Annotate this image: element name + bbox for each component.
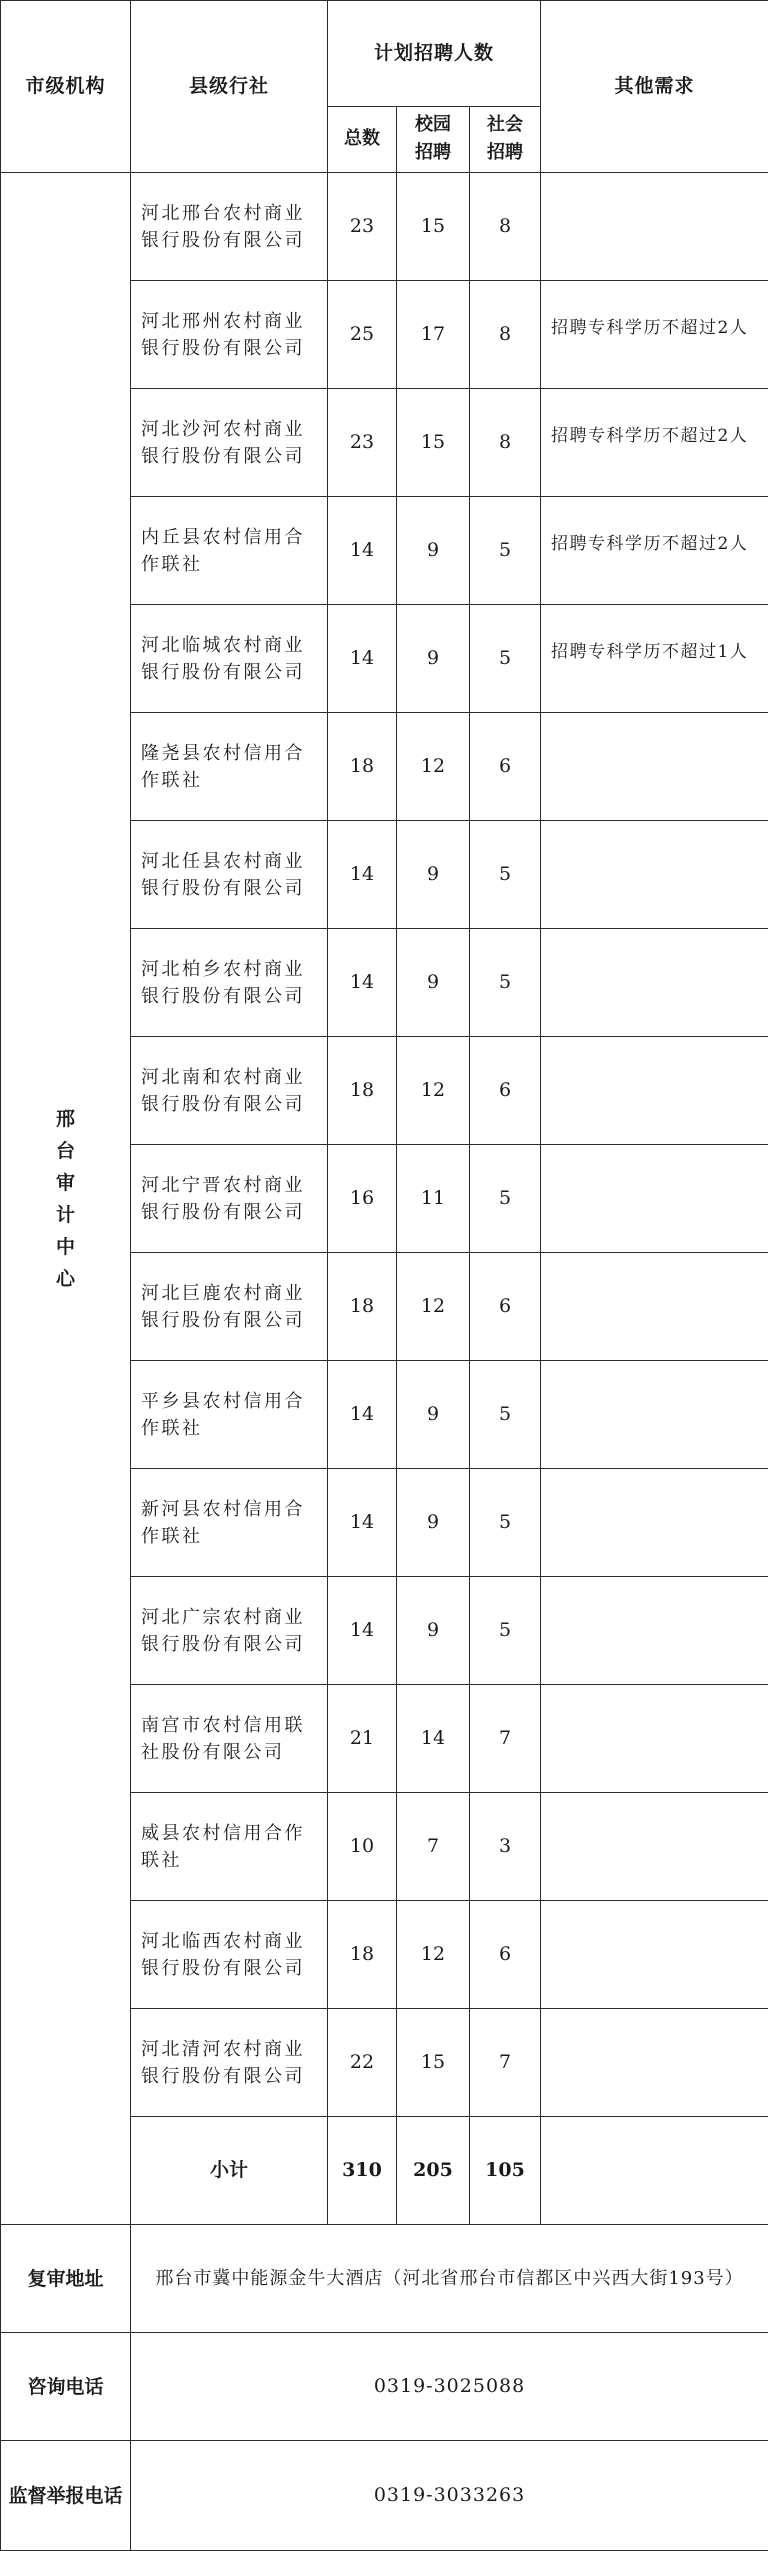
county-org-name: 河北邢台农村商业银行股份有限公司 [131,173,328,281]
campus-count: 9 [397,929,470,1037]
total-count: 14 [328,821,397,929]
campus-count: 12 [397,1037,470,1145]
other-requirement [541,1361,768,1469]
campus-count: 17 [397,281,470,389]
social-count: 5 [470,821,541,929]
campus-count: 9 [397,1361,470,1469]
other-requirement [541,1037,768,1145]
total-count: 14 [328,497,397,605]
consult-phone-value: 0319-3025088 [131,2333,768,2441]
campus-count: 7 [397,1793,470,1901]
county-org-name: 平乡县农村信用合作联社 [131,1361,328,1469]
report-phone-row [1,2441,768,2551]
county-org-name: 河北沙河农村商业银行股份有限公司 [131,389,328,497]
county-org-name: 河北任县农村商业银行股份有限公司 [131,821,328,929]
other-requirement: 招聘专科学历不超过2人 [541,281,768,389]
header-county-org: 县级行社 [131,1,328,173]
header-total: 总数 [328,106,397,172]
header-city-org: 市级机构 [1,1,131,173]
social-count: 7 [470,1685,541,1793]
other-requirement [541,2009,768,2117]
other-requirement: 招聘专科学历不超过2人 [541,497,768,605]
other-requirement [541,1685,768,1793]
other-requirement [541,1793,768,1901]
review-address-label: 复审地址 [1,2225,131,2333]
table-row [1,173,768,281]
social-count: 7 [470,2009,541,2117]
county-org-name: 河北邢州农村商业银行股份有限公司 [131,281,328,389]
subtotal-social: 105 [470,2117,541,2225]
county-org-name: 新河县农村信用合作联社 [131,1469,328,1577]
campus-count: 14 [397,1685,470,1793]
consult-phone-label: 咨询电话 [1,2333,131,2441]
header-social: 社会招聘 [470,106,541,172]
county-org-name: 内丘县农村信用合作联社 [131,497,328,605]
header-plan: 计划招聘人数 [328,1,541,107]
total-count: 18 [328,1253,397,1361]
review-address-row [1,2225,768,2333]
total-count: 14 [328,1469,397,1577]
city-org-cell [1,173,131,2225]
subtotal-total: 310 [328,2117,397,2225]
social-count: 5 [470,497,541,605]
campus-count: 12 [397,713,470,821]
other-requirement [541,821,768,929]
social-count: 6 [470,1037,541,1145]
total-count: 23 [328,389,397,497]
header-row-1 [1,1,768,107]
total-count: 16 [328,1145,397,1253]
total-count: 18 [328,1037,397,1145]
social-count: 8 [470,389,541,497]
total-count: 14 [328,1361,397,1469]
other-requirement [541,1469,768,1577]
review-address-value: 邢台市冀中能源金牛大酒店（河北省邢台市信都区中兴西大街193号） [131,2225,768,2333]
other-requirement [541,1145,768,1253]
campus-count: 12 [397,1901,470,2009]
total-count: 25 [328,281,397,389]
county-org-name: 河北广宗农村商业银行股份有限公司 [131,1577,328,1685]
other-requirement [541,1901,768,2009]
total-count: 23 [328,173,397,281]
social-count: 6 [470,1901,541,2009]
other-requirement [541,713,768,821]
county-org-name: 河北清河农村商业银行股份有限公司 [131,2009,328,2117]
social-count: 6 [470,1253,541,1361]
other-requirement: 招聘专科学历不超过1人 [541,605,768,713]
other-requirement [541,1253,768,1361]
total-count: 14 [328,1577,397,1685]
campus-count: 15 [397,2009,470,2117]
total-count: 14 [328,929,397,1037]
city-org-name: 邢台审计中心 [55,1103,77,1295]
subtotal-campus: 205 [397,2117,470,2225]
county-org-name: 河北柏乡农村商业银行股份有限公司 [131,929,328,1037]
header-other: 其他需求 [541,1,768,173]
campus-count: 15 [397,389,470,497]
header-campus: 校园招聘 [397,106,470,172]
total-count: 18 [328,713,397,821]
subtotal-other [541,2117,768,2225]
county-org-name: 河北临西农村商业银行股份有限公司 [131,1901,328,2009]
social-count: 5 [470,1577,541,1685]
county-org-name: 隆尧县农村信用合作联社 [131,713,328,821]
campus-count: 15 [397,173,470,281]
total-count: 22 [328,2009,397,2117]
other-requirement [541,173,768,281]
county-org-name: 河北南和农村商业银行股份有限公司 [131,1037,328,1145]
consult-phone-row [1,2333,768,2441]
campus-count: 9 [397,1469,470,1577]
campus-count: 12 [397,1253,470,1361]
total-count: 21 [328,1685,397,1793]
campus-count: 11 [397,1145,470,1253]
campus-count: 9 [397,1577,470,1685]
county-org-name: 威县农村信用合作联社 [131,1793,328,1901]
social-count: 5 [470,605,541,713]
total-count: 18 [328,1901,397,2009]
report-phone-value: 0319-3033263 [131,2441,768,2551]
other-requirement [541,1577,768,1685]
county-org-name: 河北临城农村商业银行股份有限公司 [131,605,328,713]
county-org-name: 河北宁晋农村商业银行股份有限公司 [131,1145,328,1253]
campus-count: 9 [397,497,470,605]
other-requirement: 招聘专科学历不超过2人 [541,389,768,497]
social-count: 3 [470,1793,541,1901]
other-requirement [541,929,768,1037]
social-count: 5 [470,1469,541,1577]
social-count: 5 [470,1145,541,1253]
subtotal-label: 小计 [131,2117,328,2225]
social-count: 8 [470,281,541,389]
campus-count: 9 [397,821,470,929]
report-phone-label: 监督举报电话 [1,2441,131,2551]
social-count: 5 [470,929,541,1037]
total-count: 14 [328,605,397,713]
county-org-name: 河北巨鹿农村商业银行股份有限公司 [131,1253,328,1361]
social-count: 5 [470,1361,541,1469]
county-org-name: 南宫市农村信用联社股份有限公司 [131,1685,328,1793]
social-count: 6 [470,713,541,821]
campus-count: 9 [397,605,470,713]
total-count: 10 [328,1793,397,1901]
social-count: 8 [470,173,541,281]
